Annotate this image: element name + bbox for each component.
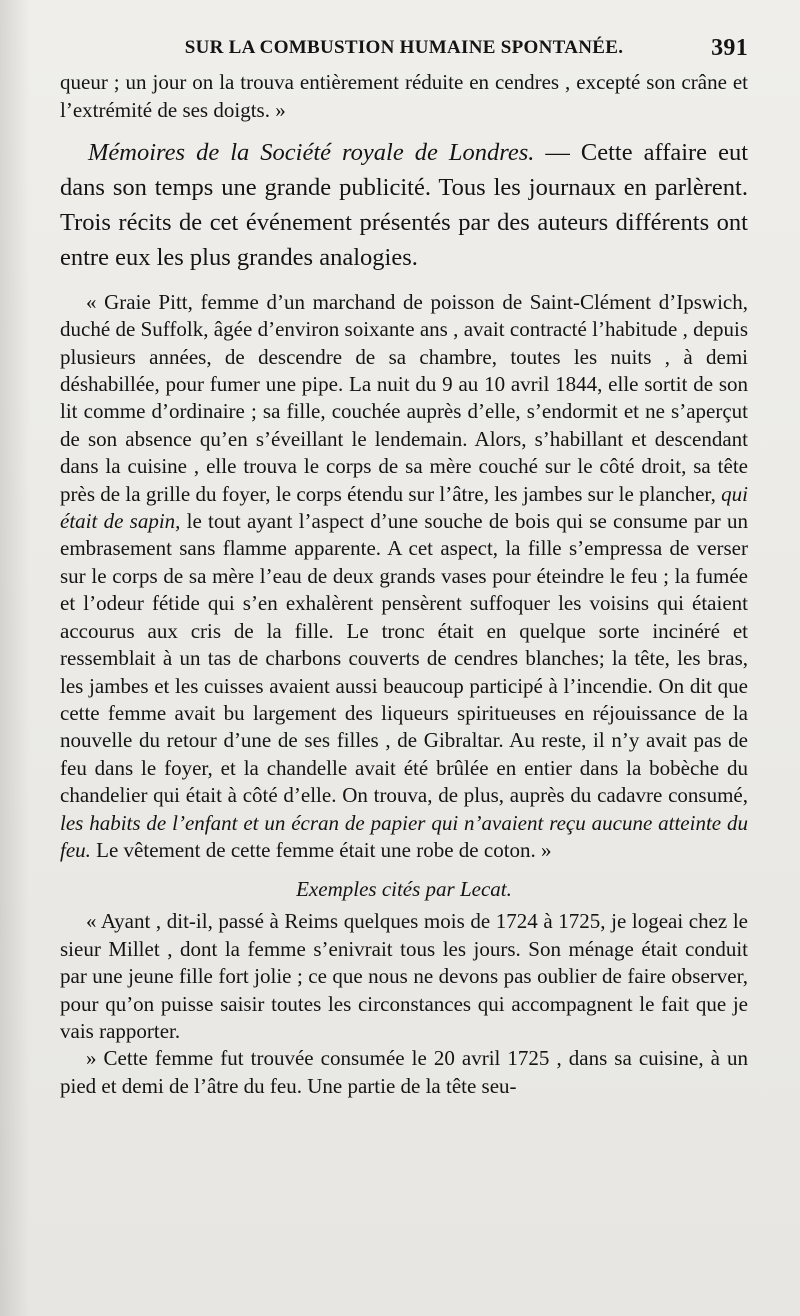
grace-pitt-part2: le tout ayant l’aspect d’une souche de bois qui se consume par un embrasement sans flamme apparente. A cet aspect, la fille s’empressa de verser sur le corps de sa mère l’eau de deux grands vases pour éteindre le feu ; la fumée et l’odeur fétide qui s’en exhalèrent pensèrent suffoquer les voisins qui étaient accourus aux cris de la fille. Le tronc était en quelque sorte incinéré et ressemblait à un tas de charbons couverts de cendres blanches; la tête, les bras, les jambes et les cuisses avaient aussi beaucoup participé à l’incendie. On dit que cette femme avait bu largement des liqueurs spiritueuses en réjouissance de la nouvelle du retour d’une de ses filles , de Gibraltar. Au reste, il n’y avait pas de feu dans le foyer, et la chandelle avait été brûlée en entier dans la bobèche du chandelier qui était à côté d’elle. On trouva, de plus, auprès du cadavre consumé, bbox=[60, 509, 748, 808]
lecat-paragraph: « Ayant , dit-il, passé à Reims quelques mois de 1724 à 1725, je logeai chez le sieur Millet , dont la femme s’enivrait tous les jours. Son ménage était conduit par une jeune fille fort jolie ; ce que nous ne devons pas oublier de faire observer, pour qu’on puisse saisir toutes les circonstances qui accompagnent le fait que je vais rapporter. bbox=[60, 909, 748, 1043]
running-title: SUR LA COMBUSTION HUMAINE SPONTANÉE. bbox=[184, 37, 624, 58]
lecat-block bbox=[60, 908, 748, 1100]
final-paragraph: » Cette femme fut trouvée consumée le 20 avril 1725 , dans sa cuisine, à un pied et demi de l’âtre du feu. Une partie de la tête seu- bbox=[60, 1046, 748, 1098]
source-title: Mémoires de la Société royale de Londres. bbox=[88, 138, 535, 166]
carryover-block bbox=[60, 68, 748, 125]
grace-pitt-part3: Le vêtement de cette femme était une robe de coton. » bbox=[90, 837, 552, 862]
running-header bbox=[60, 28, 748, 68]
grace-pitt-italic2: les habits de l’enfant et un écran de papier qui n’avaient reçu aucune atteinte du feu. bbox=[60, 810, 748, 862]
memoires-paragraph bbox=[60, 135, 748, 275]
carryover-paragraph: queur ; un jour on la trouva entièrement réduite en cendres , excepté son crâne et l’extrémité de ses doigts. » bbox=[60, 70, 748, 123]
grace-pitt-paragraph bbox=[60, 289, 748, 865]
grace-pitt-block bbox=[60, 289, 748, 865]
memoires-text: — Cette affaire eut dans son temps une grande publicité. Tous les journaux en parlèrent. Trois récits de cet événement présentés par des auteurs différents ont entre eux les plus grandes analogies. bbox=[60, 138, 748, 271]
grace-pitt-italic1: qui était de sapin, bbox=[60, 481, 748, 534]
page-number: 391 bbox=[711, 35, 748, 61]
section-heading: Exemples cités par Lecat. bbox=[296, 877, 512, 902]
memoires-block bbox=[60, 135, 748, 275]
grace-pitt-part1: « Graie Pitt, femme d’un marchand de poisson de Saint-Clément d’Ipswich, duché de Suffolk, âgée d’environ soixante ans , avait contracté l’habitude , depuis plusieurs années, de descendre de sa chambre, toutes les nuits , à demi déshabillée, pour fumer une pipe. La nuit du 9 au 10 avril 1844, elle sortit de son lit comme d’ordinaire ; sa fille, couchée auprès d’elle, s’endormit et ne s’aperçut de son absence qu’en s’éveillant le lendemain. Alors, s’habillant et descendant dans la cuisine , elle trouva le corps de sa mère couché sur le côté droit, sa tête près de la grille du foyer, le corps étendu sur l’âtre, les jambes sur le plancher, bbox=[60, 289, 748, 506]
